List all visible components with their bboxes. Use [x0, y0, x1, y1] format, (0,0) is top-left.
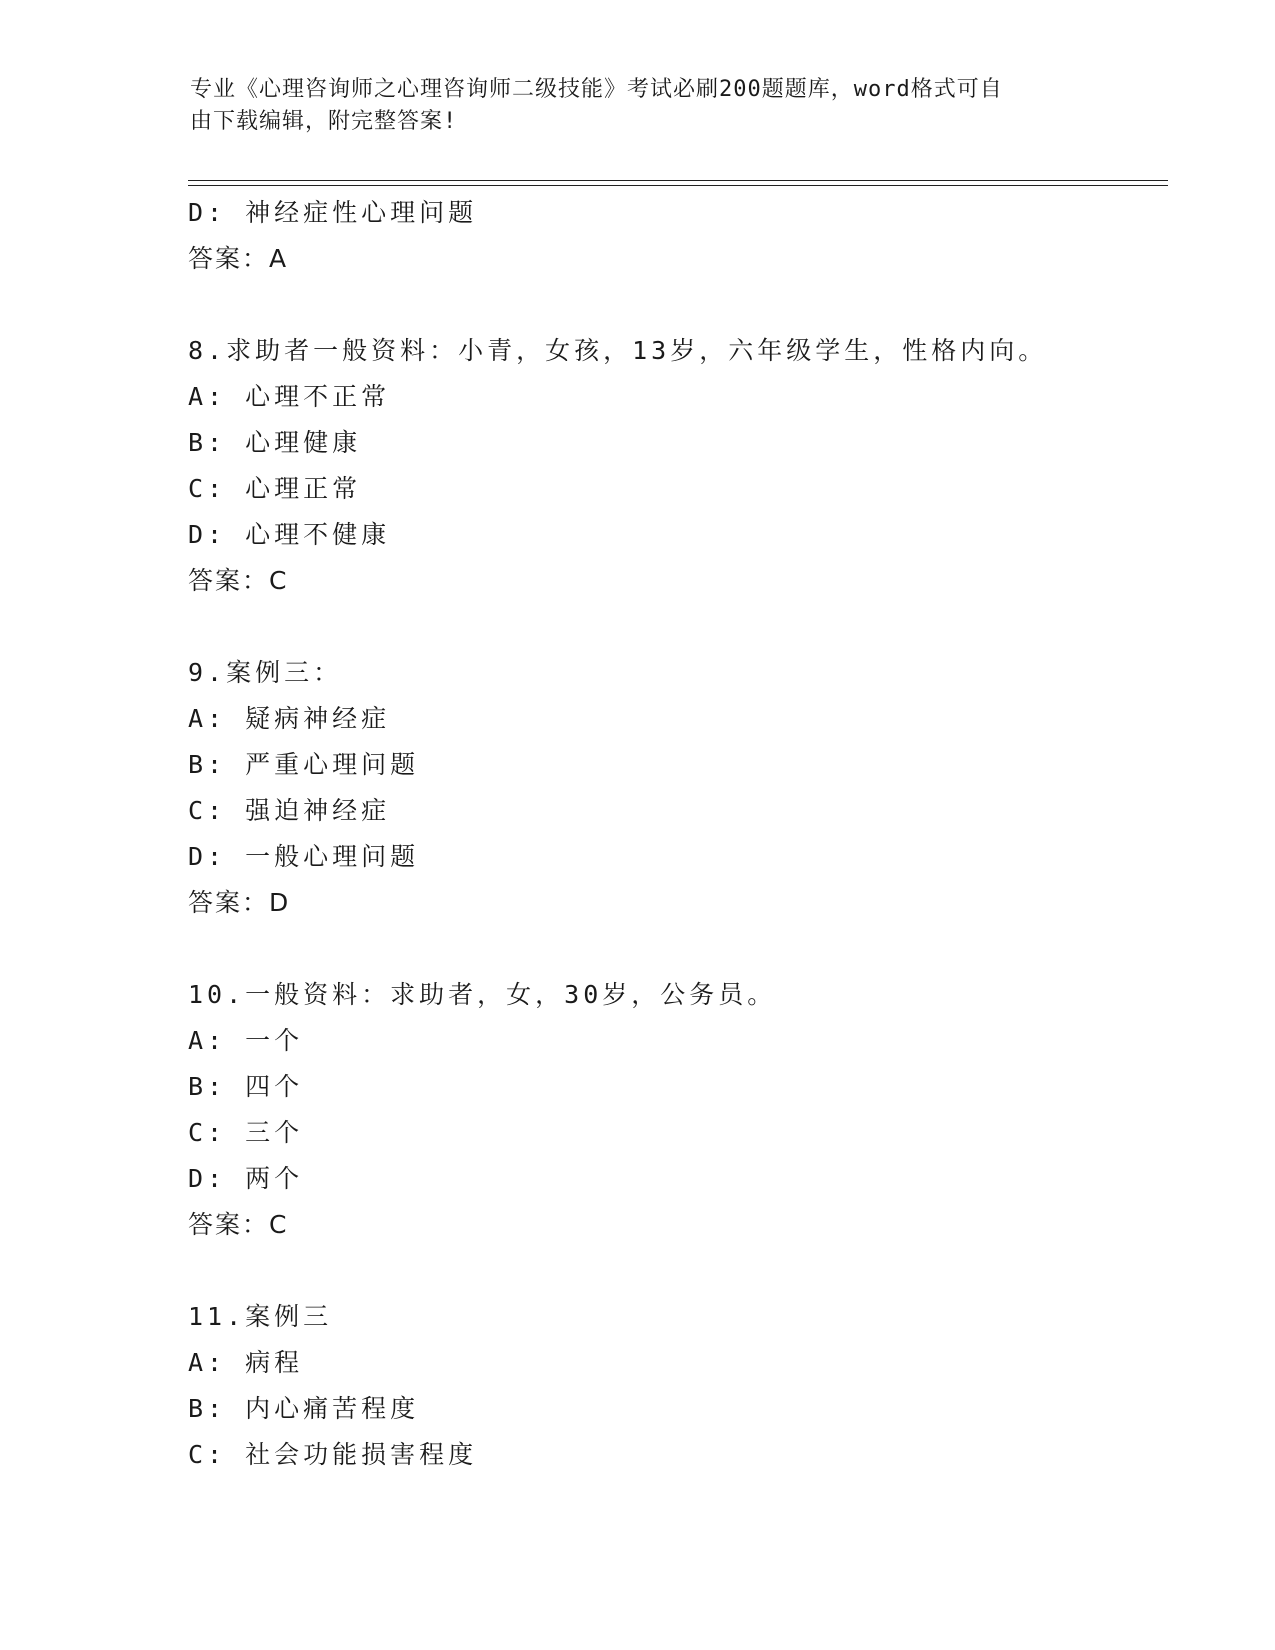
question-9-option-a: A: 疑病神经症: [188, 704, 391, 733]
spacer: [188, 1248, 1188, 1294]
spacer: [188, 604, 1188, 650]
question-9-option-c: C: 强迫神经症: [188, 796, 391, 825]
question-10-option-a: A: 一个: [188, 1026, 304, 1055]
question-8-stem: 8.求助者一般资料：小青，女孩，13岁，六年级学生，性格内向。: [188, 336, 1048, 365]
question-list: [188, 190, 1188, 1478]
question-8-option-a: A: 心理不正常: [188, 382, 391, 411]
question-10-stem: 10.一般资料：求助者，女，30岁，公务员。: [188, 980, 777, 1009]
question-11-option-a: A: 病程: [188, 1348, 304, 1377]
header-rule-bottom: [188, 185, 1168, 186]
header-line-2: 由下载编辑，附完整答案!: [190, 109, 458, 134]
document-header: [190, 74, 1090, 138]
question-9-option-b: B: 严重心理问题: [188, 750, 420, 779]
prev-answer: 答案：A: [188, 244, 289, 273]
question-10-option-c: C: 三个: [188, 1118, 304, 1147]
question-8-answer: 答案：C: [188, 566, 289, 595]
header-line-1: 专业《心理咨询师之心理咨询师二级技能》考试必刷200题题库，word格式可自: [190, 77, 1003, 102]
question-11-option-b: B: 内心痛苦程度: [188, 1394, 420, 1423]
question-11-option-c: C: 社会功能损害程度: [188, 1440, 478, 1469]
question-10-option-b: B: 四个: [188, 1072, 304, 1101]
spacer: [188, 926, 1188, 972]
question-8-option-d: D: 心理不健康: [188, 520, 391, 549]
question-9-answer: 答案：D: [188, 888, 291, 917]
header-rule-top: [188, 180, 1168, 181]
question-9-option-d: D: 一般心理问题: [188, 842, 420, 871]
question-11-stem: 11.案例三: [188, 1302, 333, 1331]
question-10-option-d: D: 两个: [188, 1164, 304, 1193]
question-8-option-b: B: 心理健康: [188, 428, 362, 457]
question-9-stem: 9.案例三：: [188, 658, 343, 687]
prev-option-d: D: 神经症性心理问题: [188, 198, 478, 227]
question-8-option-c: C: 心理正常: [188, 474, 362, 503]
question-10-answer: 答案：C: [188, 1210, 289, 1239]
spacer: [188, 282, 1188, 328]
